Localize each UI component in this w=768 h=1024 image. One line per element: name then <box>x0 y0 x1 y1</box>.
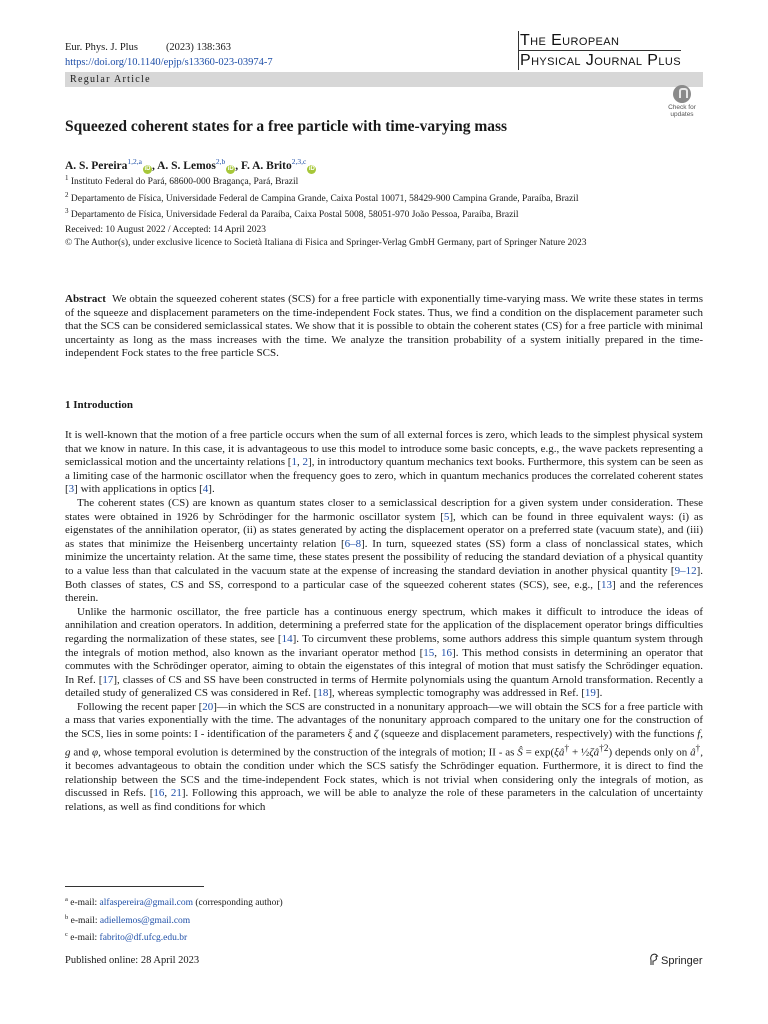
journal-ref: Eur. Phys. J. Plus <box>65 42 138 53</box>
check-for-updates-button[interactable] <box>661 83 703 123</box>
springer-horse-icon <box>648 953 659 966</box>
orcid-icon[interactable]: iD <box>308 165 315 172</box>
author-name[interactable]: A. S. Lemos <box>157 159 216 172</box>
journal-name-line2: Physical Journal Plus <box>520 52 681 69</box>
bookmark-icon <box>673 85 691 103</box>
paragraph: Unlike the harmonic oscillator, the free particle has a continuous energy spectrum, which makes it difficult to introduce the ideas of annihilation and creation operators. In addition, determining a preferred state for the application of the displacement operator brings difficulties regarding the normalization of these states, see [14]. To circumvent these problems, some authors address this simple quantum system through the integrals of motion method, also known as the invariant operator method [15, 16]. This method consists in determining an operator that commutes with the Schrödinger operator, aiming to obtain the eigenstates of this integral of motion that must satisfy the Schrödinger equation. In Ref. [17], classes of CS and SS have been constructed in terms of Hermite polynomials using the quantum Arnold transformation. Recently a detailed study of generalized CS was considered in Ref. [18], whereas symplectic tomography was addressed in Ref. [19]. <box>65 605 704 700</box>
article-title: Squeezed coherent states for a free particle with time-varying mass <box>65 118 508 135</box>
paragraph: The coherent states (CS) are known as quantum states closer to a semiclassical description for a given system under consideration. These states were obtained in 1926 by Schrödinger for the harmonic oscillator system [5], which can be found in three equivalent ways: (i) as eigenstates of the annihilation operator, (ii) as states generated by acting the displacement operator on a preferred state (vacuum state), and (iii) as states that minimize the Heisenberg uncertainty relation [6–8]. In turn, squeezed states (SS) form a class of nonclassical states, which minimize the uncertainty relation. At the same time, these states present the possibility of reducing the standard deviation of a physical quantity to a value less than that calculated in the vacuum state at the expense of increasing the standard deviation in another physical quantity [9–12]. Both classes of states, CS and SS, correspond to a particular case of the squeezed coherent states (SCS), see, e.g., [13] and the references therein. <box>65 496 703 605</box>
author-affil-marks: 1,2,a <box>127 157 142 166</box>
footnote: $^a$ e-mail: alfaspereira@gmail.com (corresponding author) <box>65 896 283 909</box>
journal-name-block <box>518 31 681 70</box>
published-online: Published online: 28 April 2023 <box>65 955 200 966</box>
article-category: Regular Article <box>70 74 151 85</box>
received-accepted: Received: 10 August 2022 / Accepted: 14 April 2023 <box>65 225 267 235</box>
footnote: $^b$ e-mail: adiellemos@gmail.com <box>65 913 191 926</box>
category-bar <box>65 72 703 87</box>
author-affil-marks: 2,3,c <box>291 157 307 166</box>
footnote-rule <box>65 886 204 887</box>
section-heading: 1 Introduction <box>65 399 133 411</box>
author-affil-marks: 2,b <box>215 157 226 166</box>
orcid-icon[interactable]: iD <box>144 165 151 172</box>
author-name[interactable]: A. S. Pereira <box>65 159 128 172</box>
abstract-label: Abstract <box>65 293 106 305</box>
year-volume: (2023) 138:363 <box>165 42 231 53</box>
affiliations <box>65 172 578 222</box>
footnotes <box>65 893 283 946</box>
doi-link[interactable]: https://doi.org/10.1140/epjp/s13360-023-03974-7 <box>65 57 273 68</box>
publisher-logo <box>648 953 703 967</box>
orcid-icon[interactable]: iD <box>227 165 234 172</box>
footnote: $^c$ e-mail: fabrito@df.ufcg.edu.br <box>65 931 188 944</box>
paragraph: It is well-known that the motion of a free particle occurs when the sum of all external forces is zero, which leads to the simplest physical system that we know in nature. In this case, it is advantageous to use this model to introduce some basic concepts, e.g., the wave packets representing a semiclassical motion and the uncertainty relations [1, 2], in introductory quantum mechanics text books. Furthermore, this system can be seen as a limiting case of the harmonic oscillator when the frequency goes to zero, which in quantum mechanics produces the correlated coherent states [3] with applications in optics [4]. <box>65 429 704 496</box>
check-updates-label: Check for updates <box>668 104 696 118</box>
copyright-line: © The Author(s), under exclusive licence to Società Italiana di Fisica and Springer-Verlag GmbH Germany, part of Springer Nature 2023 <box>65 237 587 248</box>
abstract-text: We obtain the squeezed coherent states (SCS) for a free particle with exponentially time-varying mass. We write these states in terms of the squeeze and displacement parameters on the time-independent Fock states. Thus, we find a condition on the displacement parameter such that the SCS can be considered semiclassical states. We show that it is possible to obtain the coherent states (CS) for a free particle with minimal uncertainty as long as the mass increases with the time. We analyze the transition probability of a system initially prepared in the time-independent Fock states to the free particle SCS. <box>65 293 703 360</box>
body-text <box>65 429 703 814</box>
abstract <box>65 293 703 361</box>
email-link[interactable]: fabrito@df.ufcg.edu.br <box>99 933 188 944</box>
citation-header <box>65 40 273 70</box>
email-link[interactable]: adiellemos@gmail.com <box>99 915 191 926</box>
email-link[interactable]: alfaspereira@gmail.com <box>99 898 193 909</box>
author-name[interactable]: F. A. Brito <box>241 159 292 172</box>
paragraph: Following the recent paper [20]—in which the SCS are constructed in a nonunitary approach—we will obtain the SCS for a free particle with a mass that varies exponentially with the time. The advantages of the nonunitary approach compared to the unitary one for the construction of the SCS, lies in some points: I - identification of the parameters ξ and ζ (squeeze and displacement parameters, respectively) with the functions f, g and φ, whose temporal evolution is determined by the construction of the integrals of motion; II - as Ŝ = exp(ξâ† + $\frac{1}{2}\zeta â^{\dagger 2}$) depends only on â†, it becomes advantageous to obtain the condition under which the SCS satisfy the Schrödinger equation. Furthermore, it is direct to find the relationship between the SCS and the time-independent Fock states, which is not trivial when considering only the integrals of motion, as discussed in Refs. [16, 21]. Following this approach, we will be able to analyze the role of these parameters in the calculation of uncertainty relations, as well as find conditions for which <box>65 700 704 813</box>
journal-name-line1: The European <box>518 31 681 51</box>
author-list: A. S. Pereira$^{1,2,a}$iD , A. S. Lemos$^{2,b}$iD , F. A. Brito$^{2,3,c}$iD <box>65 157 315 172</box>
publisher-name: Springer <box>661 955 703 967</box>
affiliation: $^1$ Instituto Federal do Pará, 68600-000 Bragança, Pará, Brazil <box>65 174 299 188</box>
publication-dates <box>65 224 586 249</box>
affiliation: $^3$ Departamento de Física, Universidade Federal da Paraíba, Caixa Postal 5008, 58051-970 João Pessoa, Paraíba, Brazil <box>65 207 519 221</box>
affiliation: $^2$ Departamento de Física, Universidade Federal de Campina Grande, Caixa Postal 10071, 58429-900 Campina Grande, Paraíba, Brazil <box>65 190 579 204</box>
